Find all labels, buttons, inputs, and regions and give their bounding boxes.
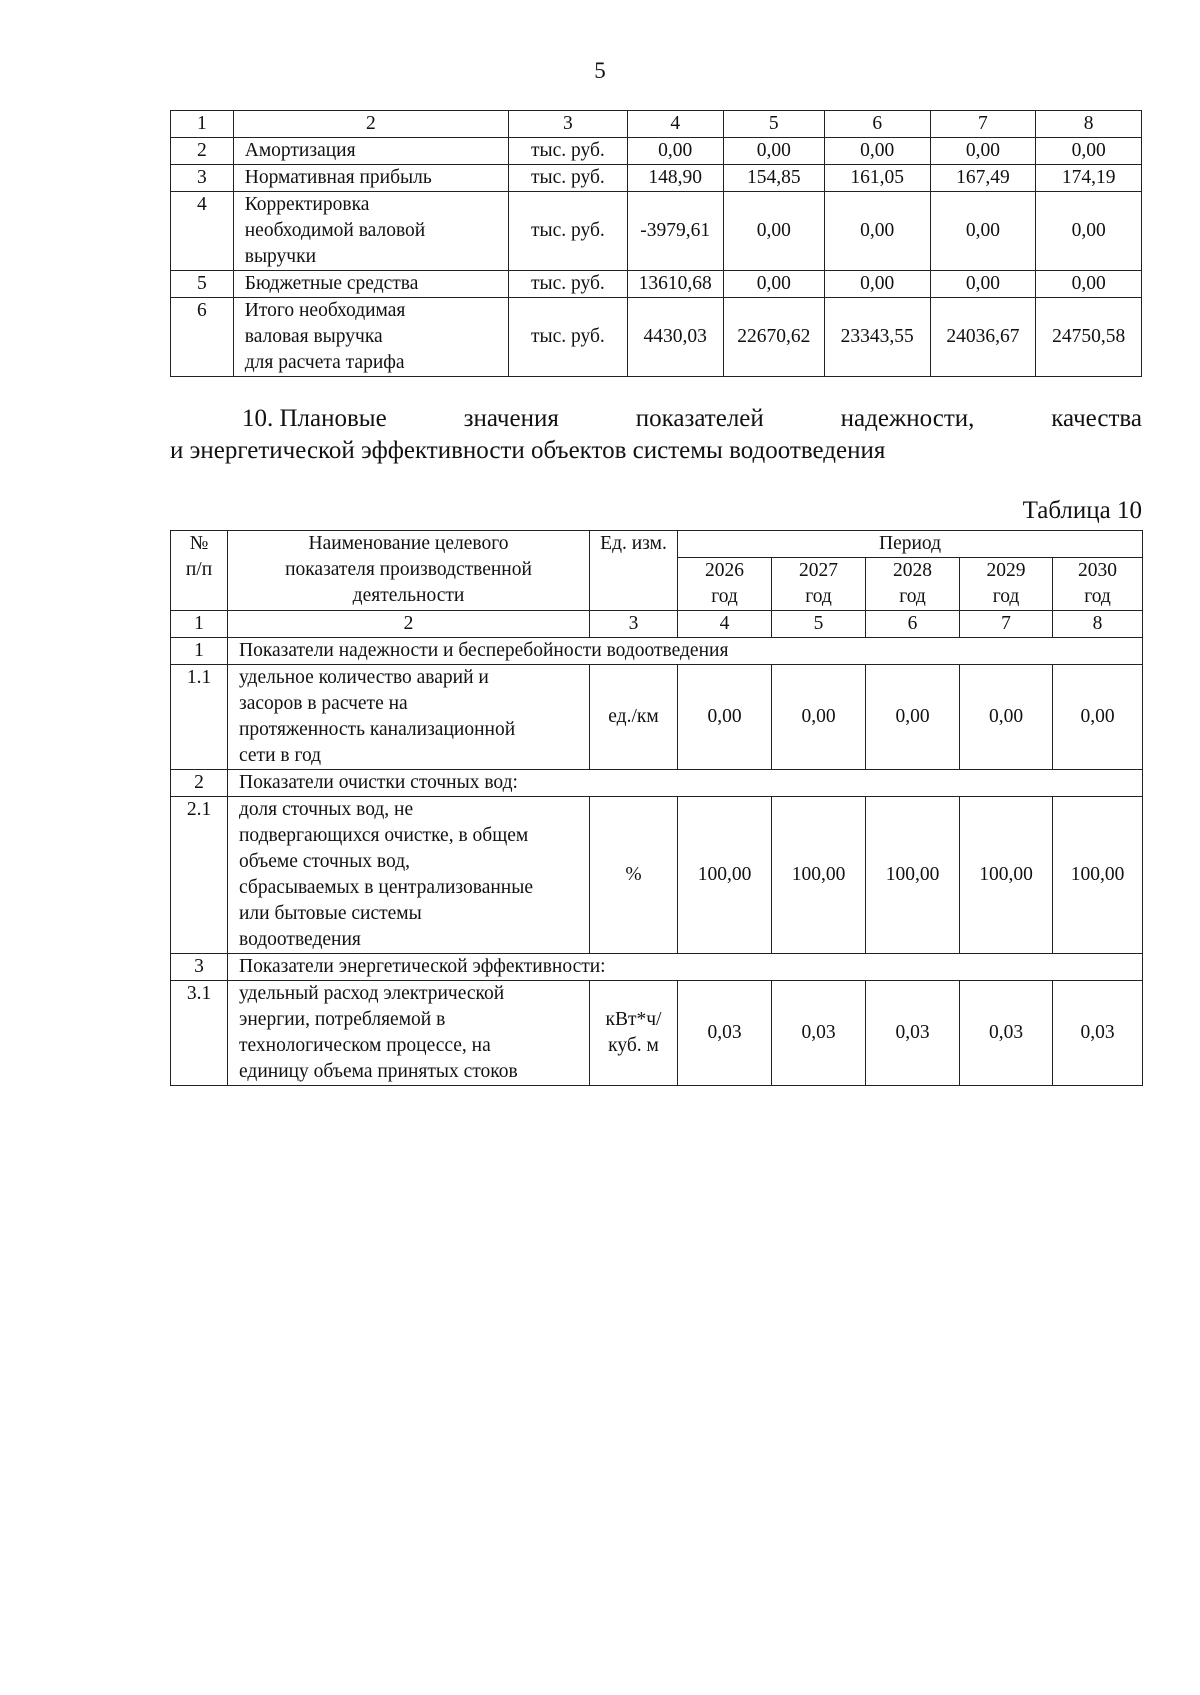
item-value: 100,00 — [678, 797, 772, 954]
row-unit: тыс. руб. — [508, 192, 627, 271]
item-unit — [590, 797, 678, 954]
item-number: 1.1 — [171, 665, 228, 770]
item-name-line: объеме сточных вод, — [239, 851, 410, 872]
year-value: 2030 — [1078, 560, 1118, 581]
item-value: 100,00 — [960, 797, 1053, 954]
item-unit-line: кВт*ч/ — [605, 1009, 662, 1030]
name-header-line: показателя производственной — [285, 559, 532, 580]
name-header — [228, 531, 590, 611]
item-unit — [590, 981, 678, 1086]
item-value: 0,00 — [960, 665, 1053, 770]
section-heading-line1 — [170, 403, 1142, 435]
row-unit: тыс. руб. — [508, 165, 627, 192]
item-unit-line: ед./км — [608, 706, 659, 727]
row-value: -3979,61 — [627, 192, 723, 271]
heading-word: показателей — [635, 405, 764, 432]
row-value: 0,00 — [824, 138, 930, 165]
row-value: 0,00 — [824, 192, 930, 271]
column-number: 6 — [824, 111, 930, 138]
heading-word: 10. Плановые — [242, 405, 387, 432]
row-value: 0,00 — [1036, 192, 1142, 271]
table-row — [171, 271, 1142, 298]
year-header — [960, 558, 1053, 611]
item-name — [228, 797, 590, 954]
year-value: 2026 — [705, 560, 744, 581]
indicators-table — [170, 530, 1143, 1086]
column-number: 3 — [590, 611, 678, 638]
section-row — [171, 770, 1143, 797]
row-name — [233, 165, 508, 192]
section-heading-line2: и энергетической эффективности объектов системы водоотведения — [170, 437, 886, 464]
num-header — [171, 531, 228, 611]
column-number: 1 — [171, 111, 234, 138]
row-value: 0,00 — [1036, 138, 1142, 165]
table-row — [171, 665, 1143, 770]
row-value: 0,00 — [723, 271, 824, 298]
row-value: 24036,67 — [930, 298, 1036, 377]
column-number: 3 — [508, 111, 627, 138]
row-value: 0,00 — [824, 271, 930, 298]
row-name — [233, 192, 508, 271]
item-number: 3.1 — [171, 981, 228, 1086]
section-title: Показатели энергетической эффективности: — [228, 954, 1143, 981]
year-value: 2027 — [799, 560, 838, 581]
item-value: 0,03 — [772, 981, 866, 1086]
item-value: 0,03 — [866, 981, 960, 1086]
item-name-line: единицу объема принятых стоков — [239, 1061, 518, 1082]
row-name-line: валовая выручка — [244, 326, 383, 347]
column-number: 2 — [233, 111, 508, 138]
row-number: 6 — [171, 298, 234, 377]
table-caption: Таблица 10 — [1022, 497, 1142, 524]
item-value: 0,00 — [678, 665, 772, 770]
row-name-line: необходимой валовой — [244, 220, 426, 241]
heading-word: качества — [1051, 405, 1142, 432]
column-number: 5 — [772, 611, 866, 638]
header-row — [171, 531, 1143, 558]
year-value: 2029 — [986, 560, 1026, 581]
row-unit: тыс. руб. — [508, 298, 627, 377]
item-value: 100,00 — [772, 797, 866, 954]
item-name-line: водоотведения — [239, 929, 361, 950]
header-row — [171, 111, 1142, 138]
item-value: 0,03 — [960, 981, 1053, 1086]
row-name — [233, 138, 508, 165]
item-name-line: сети в год — [239, 745, 322, 766]
section-number: 2 — [171, 770, 228, 797]
financial-table — [170, 110, 1142, 377]
name-header-line: Наименование целевого — [308, 533, 509, 554]
column-number: 7 — [930, 111, 1036, 138]
item-value: 100,00 — [866, 797, 960, 954]
section-row — [171, 638, 1143, 665]
row-value: 161,05 — [824, 165, 930, 192]
item-name-line: технологическом процессе, на — [239, 1035, 491, 1056]
num-symbol: № — [189, 533, 209, 554]
table-row — [171, 797, 1143, 954]
table-row — [171, 192, 1142, 271]
numbers-row — [171, 611, 1143, 638]
column-number: 2 — [228, 611, 590, 638]
row-name-line: Нормативная прибыль — [244, 167, 432, 188]
item-value: 0,00 — [772, 665, 866, 770]
column-number: 7 — [960, 611, 1053, 638]
item-unit — [590, 665, 678, 770]
row-value: 22670,62 — [723, 298, 824, 377]
row-number: 5 — [171, 271, 234, 298]
heading-word: надежности, — [840, 405, 975, 432]
item-name-line: подвергающихся очистке, в общем — [239, 825, 529, 846]
row-unit: тыс. руб. — [508, 138, 627, 165]
column-number: 1 — [171, 611, 228, 638]
row-value: 0,00 — [930, 271, 1036, 298]
year-header — [866, 558, 960, 611]
column-number: 4 — [678, 611, 772, 638]
table-row — [171, 298, 1142, 377]
column-number: 8 — [1036, 111, 1142, 138]
section-number: 1 — [171, 638, 228, 665]
name-header-line: деятельности — [352, 585, 465, 606]
row-name-line: Амортизация — [244, 140, 356, 161]
row-number: 2 — [171, 138, 234, 165]
row-name-line: Итого необходимая — [244, 300, 406, 321]
row-value: 23343,55 — [824, 298, 930, 377]
row-name-line: Корректировка — [244, 194, 370, 215]
table-row — [171, 165, 1142, 192]
item-value: 0,00 — [866, 665, 960, 770]
section-number: 3 — [171, 954, 228, 981]
item-name-line: сбрасываемых в централизованные — [239, 877, 533, 898]
item-name-line: удельный расход электрической — [239, 983, 505, 1004]
table-row — [171, 138, 1142, 165]
section-title: Показатели надежности и бесперебойности водоотведения — [228, 638, 1143, 665]
item-number: 2.1 — [171, 797, 228, 954]
item-unit-line: % — [625, 864, 642, 885]
row-unit: тыс. руб. — [508, 271, 627, 298]
heading-word: значения — [463, 405, 559, 432]
item-name — [228, 665, 590, 770]
row-value: 0,00 — [627, 138, 723, 165]
row-value: 0,00 — [723, 192, 824, 271]
row-name — [233, 271, 508, 298]
row-name-line: Бюджетные средства — [244, 273, 419, 294]
item-unit-line: куб. м — [608, 1035, 659, 1056]
row-value: 167,49 — [930, 165, 1036, 192]
year-word: год — [711, 586, 738, 607]
column-number: 8 — [1053, 611, 1143, 638]
row-number: 4 — [171, 192, 234, 271]
item-name-line: протяженность канализационной — [239, 719, 516, 740]
section-row — [171, 954, 1143, 981]
item-name-line: доля сточных вод, не — [239, 799, 414, 820]
row-value: 0,00 — [1036, 271, 1142, 298]
year-header — [1053, 558, 1143, 611]
year-value: 2028 — [893, 560, 932, 581]
item-value: 0,00 — [1053, 665, 1143, 770]
period-header: Период — [678, 531, 1143, 558]
year-word: год — [992, 586, 1020, 607]
row-value: 0,00 — [930, 192, 1036, 271]
year-word: год — [1084, 586, 1111, 607]
page-number: 5 — [594, 58, 606, 83]
row-value: 4430,03 — [627, 298, 723, 377]
table-row — [171, 981, 1143, 1086]
year-word: год — [899, 586, 926, 607]
year-header — [678, 558, 772, 611]
year-word: год — [805, 586, 832, 607]
item-value: 0,03 — [1053, 981, 1143, 1086]
item-name-line: удельное количество аварий и — [239, 667, 489, 688]
row-value: 0,00 — [930, 138, 1036, 165]
row-value: 154,85 — [723, 165, 824, 192]
column-number: 6 — [866, 611, 960, 638]
item-name — [228, 981, 590, 1086]
year-header — [772, 558, 866, 611]
row-value: 24750,58 — [1036, 298, 1142, 377]
row-name-line: выручки — [244, 246, 317, 267]
row-name — [233, 298, 508, 377]
row-value: 148,90 — [627, 165, 723, 192]
item-name-line: энергии, потребляемой в — [239, 1009, 446, 1030]
row-value: 0,00 — [723, 138, 824, 165]
unit-header: Ед. изм. — [590, 531, 678, 611]
item-value: 0,03 — [678, 981, 772, 1086]
section-title: Показатели очистки сточных вод: — [228, 770, 1143, 797]
row-value: 174,19 — [1036, 165, 1142, 192]
column-number: 4 — [627, 111, 723, 138]
item-name-line: или бытовые системы — [239, 903, 422, 924]
row-name-line: для расчета тарифа — [244, 352, 405, 373]
num-abbr: п/п — [185, 559, 213, 580]
column-number: 5 — [723, 111, 824, 138]
item-value: 100,00 — [1053, 797, 1143, 954]
row-number: 3 — [171, 165, 234, 192]
item-name-line: засоров в расчете на — [239, 693, 408, 714]
row-value: 13610,68 — [627, 271, 723, 298]
